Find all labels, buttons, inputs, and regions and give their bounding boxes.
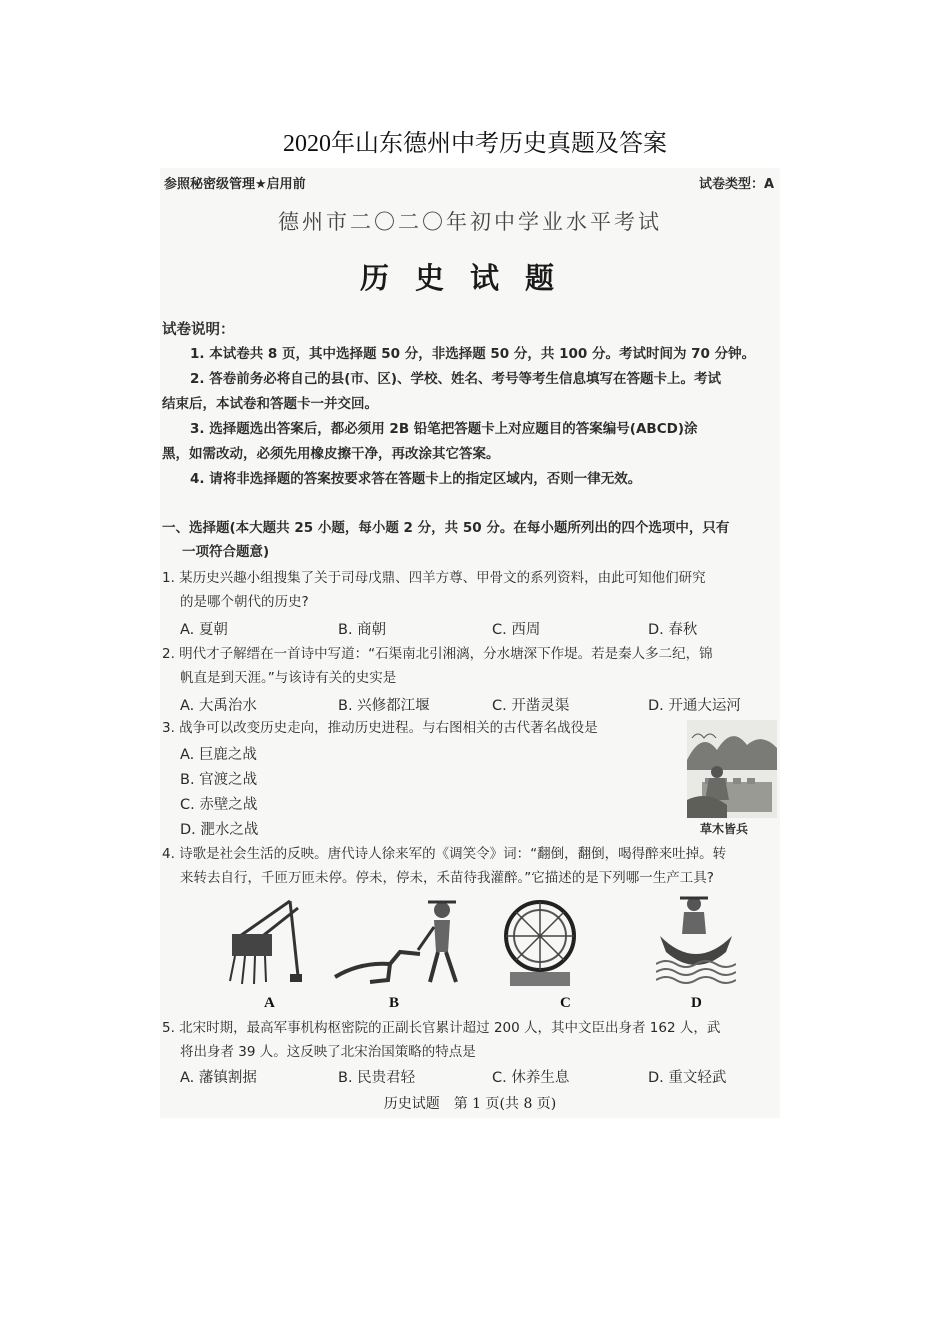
instruction-line: 4. 请将非选择题的答案按要求答在答题卡上的指定区域内，否则一律无效。 bbox=[190, 471, 642, 487]
tool-d-label: D bbox=[691, 995, 702, 1011]
subject-title: 历史试题 bbox=[359, 261, 580, 295]
document-title: 2020年山东德州中考历史真题及答案 bbox=[283, 131, 667, 157]
instruction-line: 1. 本试卷共 8 页，其中选择题 50 分，非选择题 50 分，共 100 分。考试时间为 70 分钟。 bbox=[190, 346, 756, 362]
q1-option-b: B. 商朝 bbox=[338, 622, 387, 638]
q1-option-c: C. 西周 bbox=[492, 622, 541, 638]
question-4-stem: 4. 诗歌是社会生活的反映。唐代诗人徐来军的《调笑令》词：“翻倒，翻倒，喝得醉来吐掉。转 bbox=[162, 846, 727, 862]
q2-option-d: D. 开通大运河 bbox=[648, 698, 741, 714]
q1-option-a: A. 夏朝 bbox=[180, 622, 228, 638]
illustration-caption: 草木皆兵 bbox=[700, 822, 749, 836]
confidentiality-label: 参照秘密级管理★启用前 bbox=[164, 177, 306, 192]
tool-c-label: C bbox=[560, 995, 571, 1011]
tool-a-illustration bbox=[220, 896, 310, 988]
tool-c-illustration bbox=[500, 896, 580, 988]
q5-option-a: A. 藩镇割据 bbox=[180, 1070, 257, 1086]
paper-type-label: 试卷类型：A bbox=[698, 177, 774, 192]
question-1-stem-cont: 的是哪个朝代的历史? bbox=[180, 594, 309, 610]
instruction-line: 黑，如需改动，必须先用橡皮擦干净，再改涂其它答案。 bbox=[162, 446, 500, 462]
exam-title: 德州市二〇二〇年初中学业水平考试 bbox=[278, 210, 662, 234]
q3-option-c: C. 赤壁之战 bbox=[180, 797, 258, 813]
q2-option-c: C. 开凿灵渠 bbox=[492, 698, 570, 714]
q5-option-c: C. 休养生息 bbox=[492, 1070, 570, 1086]
question-1-stem: 1. 某历史兴趣小组搜集了关于司母戊鼎、四羊方尊、甲骨文的系列资料，由此可知他们研究 bbox=[162, 570, 706, 586]
instruction-line: 结束后，本试卷和答题卡一并交回。 bbox=[162, 396, 378, 412]
q3-option-d: D. 淝水之战 bbox=[180, 822, 259, 838]
page-footer: 历史试题 第 1 页(共 8 页) bbox=[383, 1096, 557, 1112]
q3-option-a: A. 巨鹿之战 bbox=[180, 747, 257, 763]
question-5-stem-cont: 将出身者 39 人。这反映了北宋治国策略的特点是 bbox=[180, 1044, 476, 1060]
question-2-stem-cont: 帆直是到天涯。”与该诗有关的史实是 bbox=[180, 670, 397, 686]
section-heading-cont: 一项符合题意) bbox=[182, 544, 270, 560]
tool-d-illustration bbox=[656, 892, 736, 988]
tool-b-illustration bbox=[330, 892, 470, 988]
question-4-stem-cont: 来转去自行，千匝万匝未停。停未，停未，禾苗待我灌醉。”它描述的是下列哪一生产工具? bbox=[180, 870, 714, 886]
instruction-line: 3. 选择题选出答案后，都必须用 2B 铅笔把答题卡上对应题目的答案编号(ABCD)涂 bbox=[190, 421, 698, 437]
tool-b-label: B bbox=[389, 995, 400, 1011]
q3-option-b: B. 官渡之战 bbox=[180, 772, 258, 788]
tool-a-label: A bbox=[264, 995, 275, 1011]
instructions-heading: 试卷说明： bbox=[162, 322, 235, 338]
q5-option-b: B. 民贵君轻 bbox=[338, 1070, 416, 1086]
q2-option-b: B. 兴修都江堰 bbox=[338, 698, 430, 714]
question-3-stem: 3. 战争可以改变历史走向，推动历史进程。与右图相关的古代著名战役是 bbox=[162, 720, 598, 736]
grass-soldiers-illustration bbox=[687, 720, 777, 818]
question-5-stem: 5. 北宋时期，最高军事机构枢密院的正副长官累计超过 200 人，其中文臣出身者 162 人，武 bbox=[162, 1020, 721, 1036]
instruction-line: 2. 答卷前务必将自己的县(市、区)、学校、姓名、考号等考生信息填写在答题卡上。考试 bbox=[190, 371, 722, 387]
q1-option-d: D. 春秋 bbox=[648, 622, 698, 638]
q5-option-d: D. 重文轻武 bbox=[648, 1070, 727, 1086]
exam-page-scan bbox=[160, 168, 780, 1118]
section-heading: 一、选择题(本大题共 25 小题，每小题 2 分，共 50 分。在每小题所列出的四个选项中，只有 bbox=[162, 520, 730, 536]
q2-option-a: A. 大禹治水 bbox=[180, 698, 257, 714]
question-2-stem: 2. 明代才子解缙在一首诗中写道：“石渠南北引湘漓，分水塘深下作堤。若是秦人多二纪，锦 bbox=[162, 646, 713, 662]
